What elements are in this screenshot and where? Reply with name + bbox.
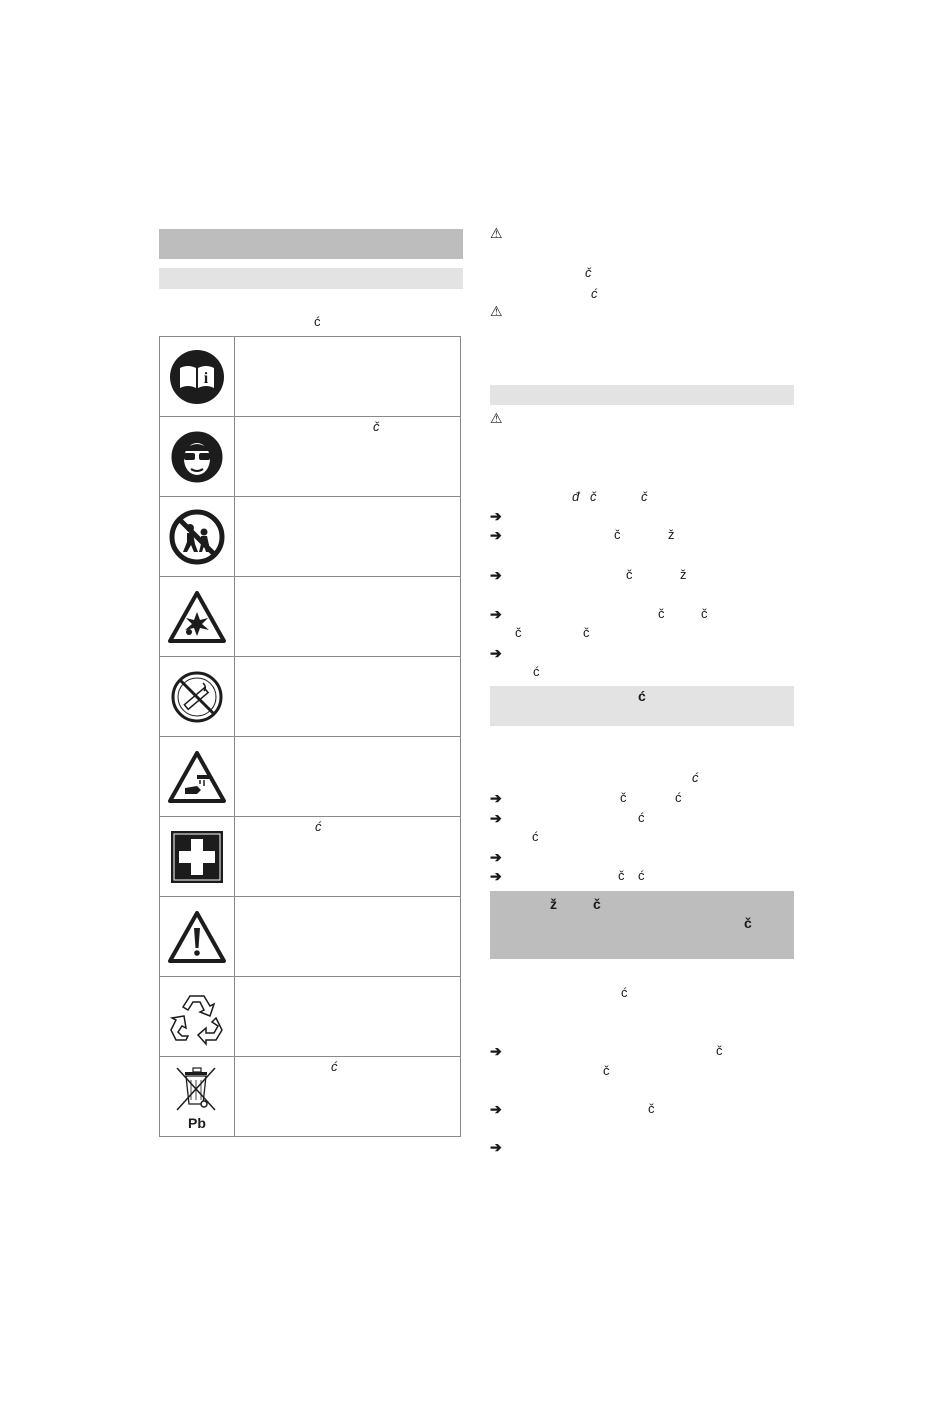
table-row [160,1057,461,1137]
symbol-description [235,577,461,657]
notice-box-fragment: ž [550,896,557,912]
symbol-description [235,897,461,977]
text-fragment: č [620,790,627,805]
bullet-arrow-icon: ➔ [490,606,502,622]
text-fragment: ć [315,819,322,834]
text-fragment: ć [532,829,539,844]
symbol-description [235,1057,461,1137]
warning-icon: ⚠ [490,303,503,319]
symbol-description [235,417,461,497]
section-heading-bar [159,229,463,259]
notice-box-fragment: č [744,915,752,931]
notice-box-fragment: č [593,896,601,912]
symbol-description [235,657,461,737]
text-fragment: ć [638,810,645,825]
bullet-arrow-icon: ➔ [490,1043,502,1059]
symbol-description [235,817,461,897]
text-fragment: č [716,1043,723,1058]
text-fragment: č [626,567,633,582]
table-row [160,657,461,737]
text-fragment: ć [638,868,645,883]
text-fragment: č [701,606,708,621]
text-fragment: č [614,527,621,542]
bullet-arrow-icon: ➔ [490,527,502,543]
text-fragment: ć [591,286,598,301]
text-fragment: č [585,265,592,280]
table-row [160,337,461,417]
corrosive-hazard-icon [167,750,227,804]
bullet-arrow-icon: ➔ [490,1139,502,1155]
text-fragment: đ [572,489,580,504]
symbol-description [235,977,461,1057]
text-fragment: č [641,489,648,504]
bullet-arrow-icon: ➔ [490,849,502,865]
safety-symbols-table [159,336,461,1137]
intro-text-fragment: ć [314,314,321,329]
read-manual-icon [168,348,226,406]
text-fragment: ž [668,527,675,542]
subsection-heading-bar [159,268,463,289]
text-fragment: č [373,419,380,434]
eye-protection-icon [169,429,225,485]
bullet-arrow-icon: ➔ [490,567,502,583]
no-smoking-icon [169,669,225,725]
first-aid-icon [169,829,225,885]
text-fragment: ž [680,567,687,582]
text-fragment: č [658,606,665,621]
table-row [160,497,461,577]
symbol-description [235,337,461,417]
text-fragment: č [515,625,522,640]
text-fragment: ć [692,770,699,785]
general-warning-icon [167,910,227,964]
warning-icon: ⚠ [490,410,503,426]
bullet-arrow-icon: ➔ [490,868,502,884]
table-row [160,977,461,1057]
table-row [160,897,461,977]
text-fragment: č [583,625,590,640]
explosion-hazard-icon [167,590,227,644]
table-row [160,737,461,817]
text-fragment: ć [331,1059,338,1074]
bullet-arrow-icon: ➔ [490,645,502,661]
text-fragment: č [590,489,597,504]
table-row [160,817,461,897]
text-fragment: ć [621,985,628,1000]
bullet-arrow-icon: ➔ [490,810,502,826]
text-fragment: ć [533,664,540,679]
text-fragment: ć [675,790,682,805]
text-fragment: č [648,1101,655,1116]
section-heading-bar [490,385,794,405]
pb-label: Pb [188,1114,206,1131]
bullet-arrow-icon: ➔ [490,790,502,806]
symbol-description [235,737,461,817]
symbol-description [235,497,461,577]
warning-icon: ⚠ [490,225,503,241]
recycling-icon [168,988,226,1046]
keep-children-away-icon [168,508,226,566]
text-fragment: č [618,868,625,883]
crossed-bin-pb-icon [171,1062,223,1132]
bullet-arrow-icon: ➔ [490,1101,502,1117]
text-fragment: č [603,1063,610,1078]
notice-box-fragment: ć [638,688,646,704]
table-row [160,417,461,497]
svg-text:i: i [203,369,209,387]
table-row [160,577,461,657]
bullet-arrow-icon: ➔ [490,508,502,524]
